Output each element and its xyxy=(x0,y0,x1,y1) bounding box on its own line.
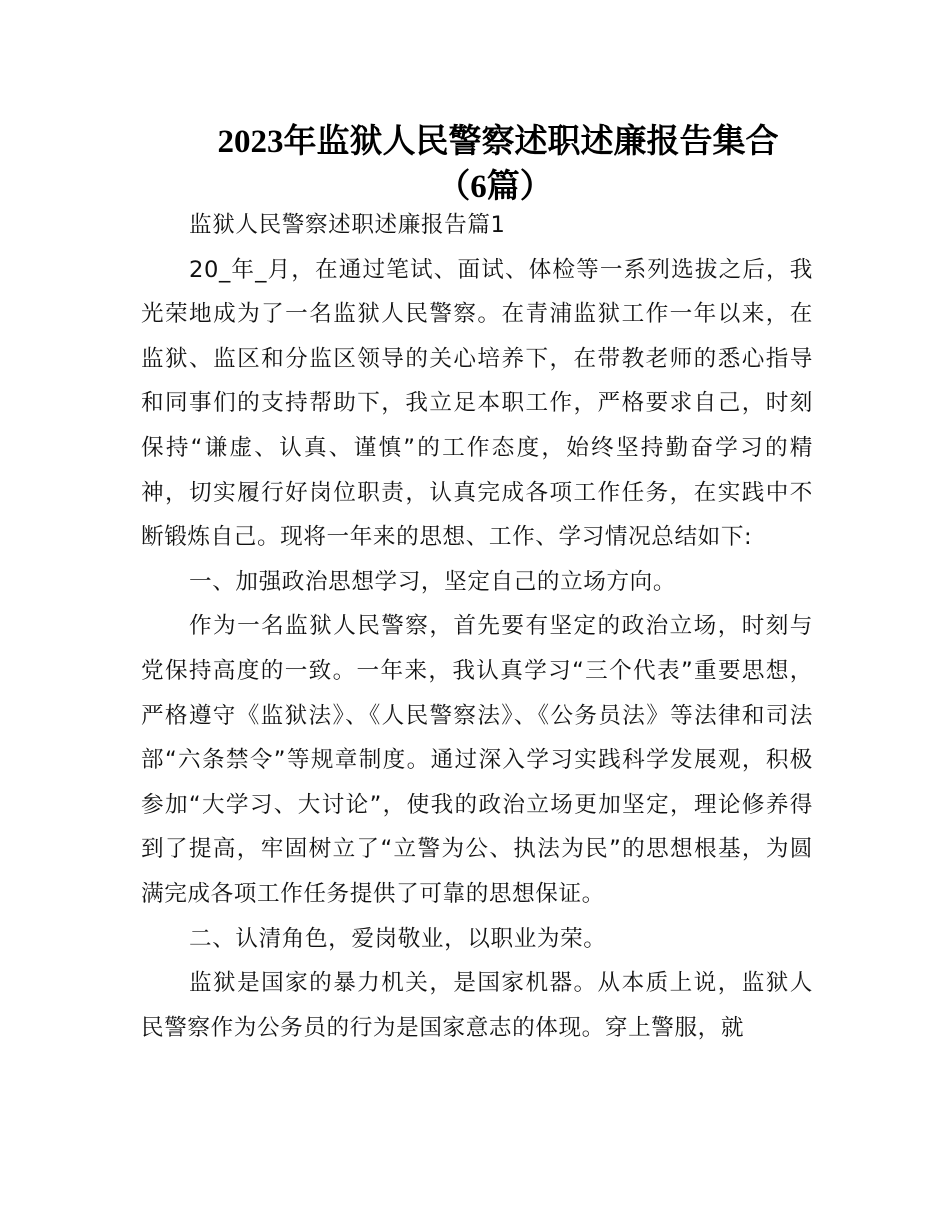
document-title-count: （6篇） xyxy=(437,169,553,205)
body-paragraph: 作为一名监狱人民警察，首先要有坚定的政治立场，时刻与党保持高度的一致。一年来，我认真学习“三个代表”重要思想，严格遵守《监狱法》、《人民警察法》、《公务员法》等法律和司法部“六条禁令”等规章制度。通过深入学习实践科学发展观，积极参加“大学习、大讨论”，使我的政治立场更加坚定，理论修养得到了提高，牢固树立了“立警为公、执法为民”的思想根基，为圆满完成各项工作任务提供了可靠的思想保证。 xyxy=(141,613,813,907)
document-title: 2023年监狱人民警察述职述廉报告集合 xyxy=(217,124,779,160)
body-paragraph: 20_年_月，在通过笔试、面试、体检等一系列选拔之后，我光荣地成为了一名监狱人民警察。在青浦监狱工作一年以来，在监狱、监区和分监区领导的关心培养下，在带教老师的悉心指导和同事们的支持帮助下，我立足本职工作，严格要求自己，时刻保持“谦虚、认真、谨慎”的工作态度，始终坚持勤奋学习的精神，切实履行好岗位职责，认真完成各项工作任务，在实践中不断锻炼自己。现将一年来的思想、工作、学习情况总结如下: xyxy=(141,256,813,551)
section-heading: 二、认清角色，爱岗敬业，以职业为荣。 xyxy=(189,925,607,952)
section-heading: 一、加强政治思想学习，坚定自己的立场方向。 xyxy=(189,568,677,595)
document-body xyxy=(141,203,813,1050)
body-paragraph: 监狱是国家的暴力机关，是国家机器。从本质上说，监狱人民警察作为公务员的行为是国家意志的体现。穿上警服，就 xyxy=(141,970,813,1041)
section-heading: 监狱人民警察述职述廉报告篇1 xyxy=(189,212,506,238)
